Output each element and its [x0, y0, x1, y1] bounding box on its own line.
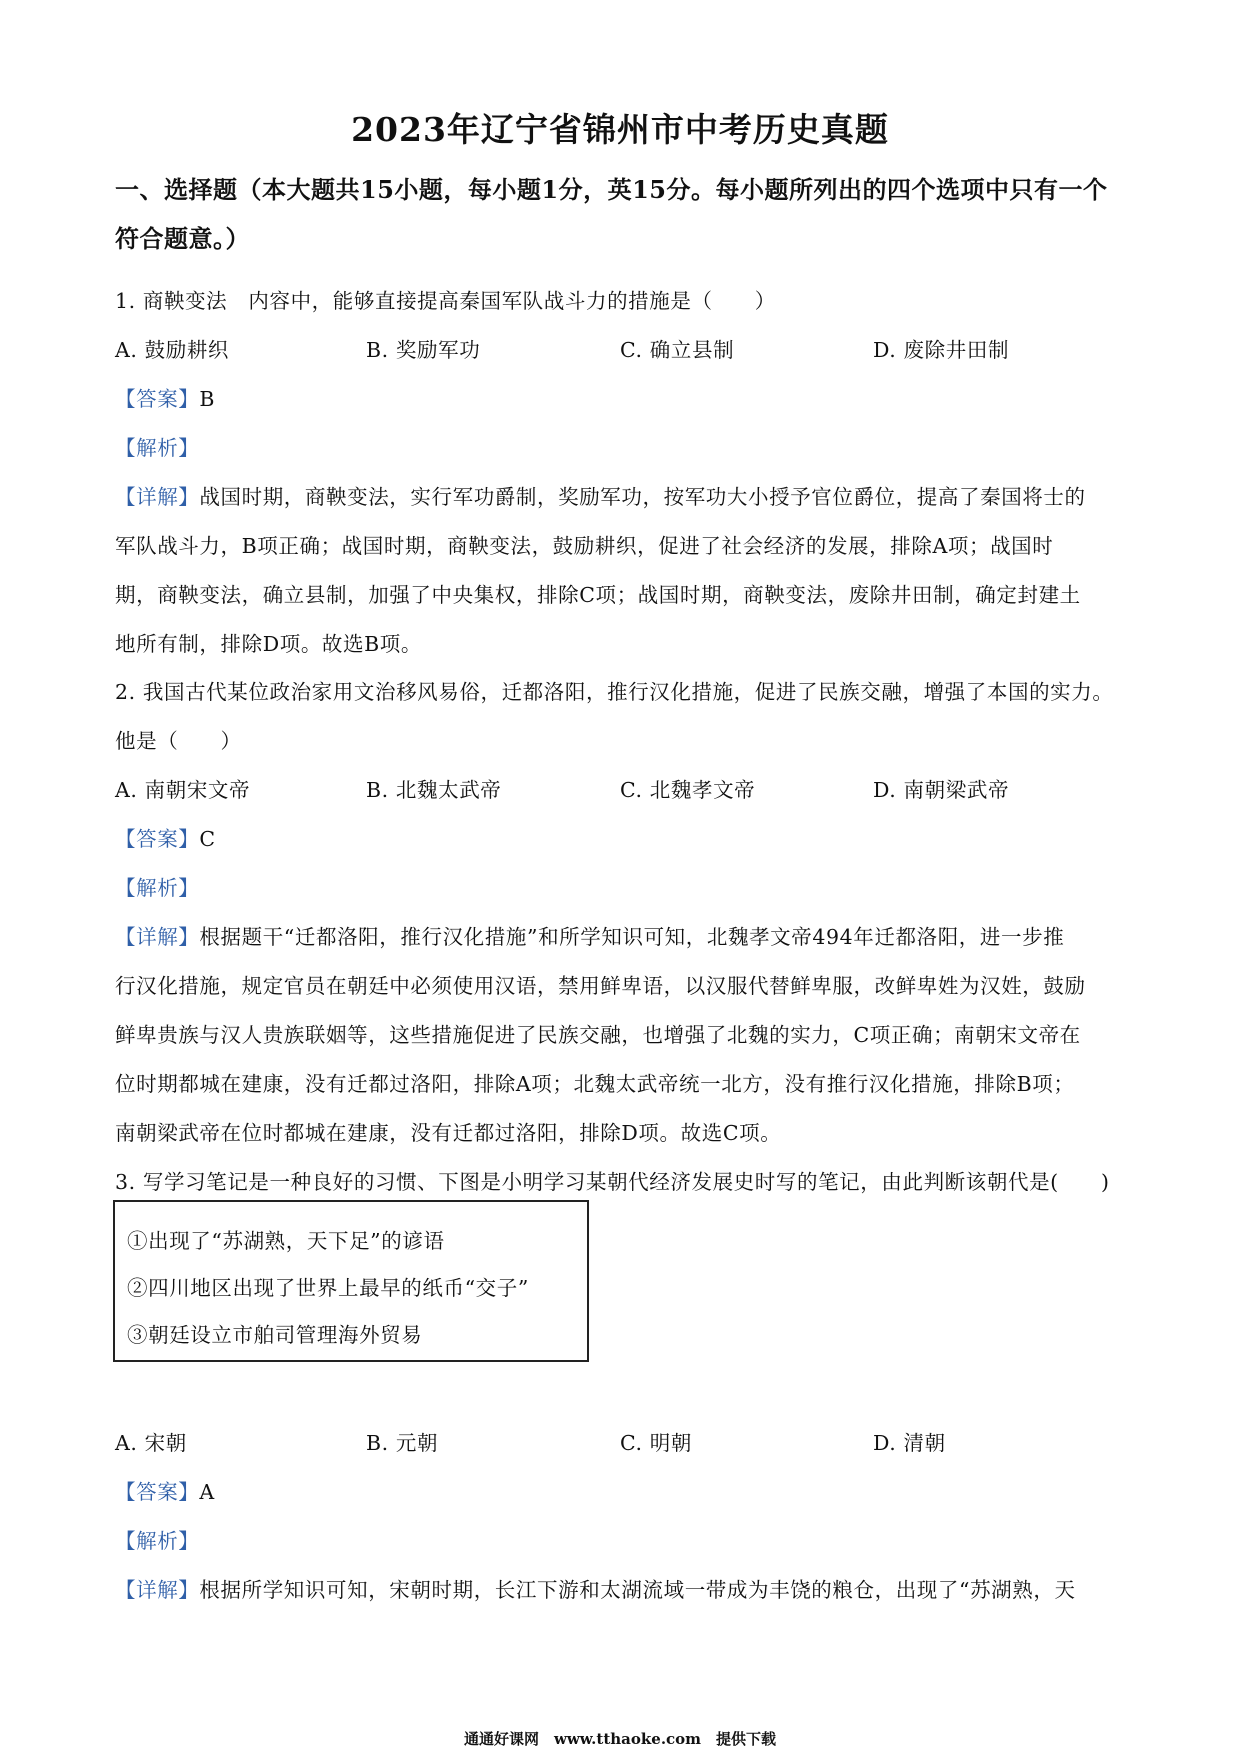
question-1-analysis-label: 【解析】	[115, 436, 200, 460]
question-3-option-a: A. 宋朝	[115, 1431, 187, 1455]
question-2-stem: 2. 我国古代某位政治家用文治移风易俗，迁都洛阳，推行汉化措施，促进了民族交融，增强了本国的实力。	[115, 680, 1114, 704]
question-3-answer	[115, 1475, 215, 1505]
question-2-option-c: C. 北魏孝文帝	[620, 778, 756, 802]
answer-value: A	[199, 1480, 215, 1504]
answer-label: 【答案】	[115, 827, 200, 851]
question-1-detail-line: 【详解】战国时期，商鞅变法，实行军功爵制，奖励军功，按军功大小授予官位爵位，提高了秦国将士的	[115, 485, 1086, 509]
study-notes-box	[113, 1200, 589, 1362]
note-item: ①出现了“苏湖熟，天下足”的谚语	[127, 1229, 445, 1253]
question-2-option-a: A. 南朝宋文帝	[115, 778, 251, 802]
answer-label: 【答案】	[115, 387, 200, 411]
question-1-option-a: A. 鼓励耕织	[115, 338, 230, 362]
answer-label: 【答案】	[115, 1480, 200, 1504]
question-2-option-b: B. 北魏太武帝	[366, 778, 502, 802]
section-heading-line-1: 一、选择题（本大题共15小题，每小题1分，英15分。每小题所列出的四个选项中只有一个	[115, 175, 1108, 204]
detail-label: 【详解】	[115, 485, 200, 509]
answer-value: B	[199, 387, 216, 411]
question-1-option-b: B. 奖励军功	[366, 338, 481, 362]
detail-label: 【详解】	[115, 1578, 200, 1602]
question-1-option-d: D. 废除井田制	[873, 338, 1010, 362]
question-1-detail-line: 期，商鞅变法，确立县制，加强了中央集权，排除C项；战国时期，商鞅变法，废除井田制，确定封建土	[115, 583, 1081, 607]
note-item: ③朝廷设立市舶司管理海外贸易	[127, 1323, 423, 1347]
question-3-detail-line: 【详解】根据所学知识可知，宋朝时期，长江下游和太湖流域一带成为丰饶的粮仓，出现了“苏湖熟，天	[115, 1578, 1076, 1602]
question-2-answer	[115, 822, 216, 852]
question-3-option-d: D. 清朝	[873, 1431, 946, 1455]
question-2-analysis-label: 【解析】	[115, 876, 200, 900]
question-2-detail-line: 【详解】根据题干“迁都洛阳，推行汉化措施”和所学知识可知，北魏孝文帝494年迁都洛阳，进一步推	[115, 925, 1065, 949]
question-1-detail-line: 军队战斗力，B项正确；战国时期，商鞅变法，鼓励耕织，促进了社会经济的发展，排除A项；战国时	[115, 534, 1054, 558]
section-heading-line-2: 符合题意。）	[115, 224, 250, 253]
question-1-stem: 1. 商鞅变法 内容中，能够直接提高秦国军队战斗力的措施是（ ）	[115, 289, 776, 313]
question-2-detail-line: 位时期都城在建康，没有迁都过洛阳，排除A项；北魏太武帝统一北方，没有推行汉化措施，排除B项；	[115, 1072, 1075, 1096]
question-2-detail-line: 南朝梁武帝在位时都城在建康，没有迁都过洛阳，排除D项。故选C项。	[115, 1121, 782, 1145]
question-2-option-d: D. 南朝梁武帝	[873, 778, 1010, 802]
question-1-answer	[115, 382, 215, 412]
page-title: 2023年辽宁省锦州市中考历史真题	[351, 110, 889, 149]
question-1-option-c: C. 确立县制	[620, 338, 735, 362]
question-3-stem: 3. 写学习笔记是一种良好的习惯、下图是小明学习某朝代经济发展史时写的笔记，由此判断该朝代是( )	[115, 1170, 1110, 1194]
answer-value: C	[199, 827, 216, 851]
question-3-analysis-label: 【解析】	[115, 1529, 200, 1553]
question-2-stem: 他是（ ）	[115, 729, 242, 753]
question-3-option-c: C. 明朝	[620, 1431, 692, 1455]
detail-label: 【详解】	[115, 925, 200, 949]
question-1-detail-line: 地所有制，排除D项。故选B项。	[115, 632, 422, 656]
question-3-option-b: B. 元朝	[366, 1431, 439, 1455]
page-footer: 通通好课网 www.tthaoke.com 提供下载	[463, 1730, 777, 1748]
note-item: ②四川地区出现了世界上最早的纸币“交子”	[127, 1276, 529, 1300]
question-2-detail-line: 鲜卑贵族与汉人贵族联姻等，这些措施促进了民族交融，也增强了北魏的实力，C项正确；南朝宋文帝在	[115, 1023, 1081, 1047]
question-2-detail-line: 行汉化措施，规定官员在朝廷中必须使用汉语，禁用鲜卑语，以汉服代替鲜卑服，改鲜卑姓为汉姓，鼓励	[115, 974, 1086, 998]
